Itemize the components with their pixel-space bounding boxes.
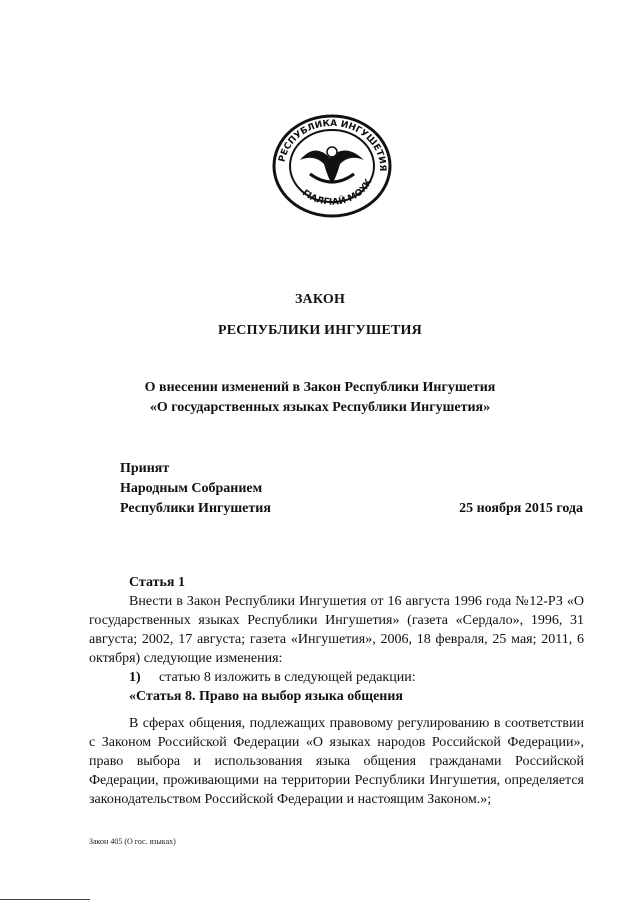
adoption-date: 25 ноября 2015 года bbox=[459, 501, 583, 516]
article-1 bbox=[89, 573, 584, 706]
seal-top-text: РЕСПУБЛИКА ИНГУШЕТИЯ bbox=[277, 118, 388, 172]
seal-emblem-icon bbox=[270, 112, 394, 220]
republic-seal bbox=[270, 112, 394, 220]
article-1-heading: Статья 1 bbox=[129, 575, 185, 590]
adopted-line3: Республики Ингушетия bbox=[120, 501, 271, 516]
republic-title: РЕСПУБЛИКИ ИНГУШЕТИЯ bbox=[218, 323, 422, 338]
seal-bottom-text: ГIАЛГIАЙ МОХК bbox=[300, 177, 375, 208]
new-article-heading: «Статья 8. Право на выбор языка общения bbox=[129, 689, 403, 704]
new-article-text: В сферах общения, подлежащих правовому регулированию в соответствии с Законом Российской Федерации «О языках народов Российской Федерации», право выбора и использования языка общения гражданами Российской Федерации, проживающими на территории Республики Ингушетия, определяется законодательством Российской Федерации и настоящим Законом.»; bbox=[89, 716, 584, 807]
scan-edge-line bbox=[0, 899, 90, 900]
footer-doc-ref: Закон 405 (О гос. языках) bbox=[89, 837, 176, 846]
amendment-item-number: 1) bbox=[129, 670, 141, 685]
amendment-item-text: статью 8 изложить в следующей редакции: bbox=[159, 670, 416, 685]
law-subject bbox=[0, 378, 640, 418]
new-article-body bbox=[89, 714, 584, 809]
law-subject-line1: О внесении изменений в Закон Республики Ингушетия bbox=[144, 380, 496, 395]
law-subject-line2: «О государственных языках Республики Ингушетия» bbox=[149, 400, 491, 415]
adoption-block bbox=[120, 459, 590, 519]
adopted-line2: Народным Собранием bbox=[120, 481, 263, 496]
amendment-item bbox=[89, 668, 584, 687]
law-title: ЗАКОН bbox=[294, 292, 346, 307]
article-1-intro: Внести в Закон Республики Ингушетия от 16 августа 1996 года №12-РЗ «О государственных языках Республики Ингушетия» (газета «Сердало», 1996, 31 августа; 2002, 17 августа; газета «Ингушетия», 2006, 18 февраля, 25 мая; 2011, 6 октября) следующие изменения: bbox=[89, 594, 584, 666]
adopted-line1: Принят bbox=[120, 461, 170, 476]
